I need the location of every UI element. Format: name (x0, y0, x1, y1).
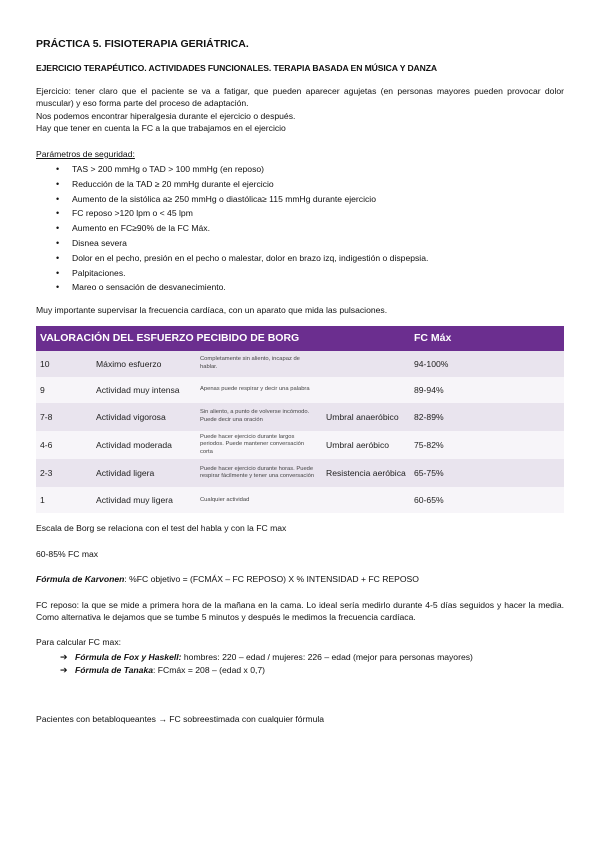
karvonen-text: : %FC objetivo = (FCMÁX – FC REPOSO) X % INTENSIDAD + FC REPOSO (124, 574, 419, 585)
borg-level: 9 (36, 377, 92, 403)
list-item: • Mareo o sensación de desvanecimiento. (56, 280, 564, 295)
table-row (36, 403, 564, 431)
borg-zone: Umbral anaeróbico (322, 403, 410, 431)
borg-zone: Resistencia aeróbica (322, 459, 410, 487)
document-title: PRÁCTICA 5. FISIOTERAPIA GERIÁTRICA. (36, 38, 249, 50)
list-item: • Aumento en FC≥90% de la FC Máx. (56, 221, 564, 236)
safety-heading: Parámetros de seguridad: (36, 148, 135, 159)
borg-activity: Actividad muy intensa (92, 377, 196, 403)
table-row (36, 351, 564, 377)
borg-fc: 82-89% (410, 403, 564, 431)
borg-description: Cualquier actividad (196, 487, 322, 513)
borg-level: 1 (36, 487, 92, 513)
borg-fc: 89-94% (410, 377, 564, 403)
borg-description: Completamente sin aliento, incapaz de hablar. (196, 351, 322, 377)
karvonen-label: Fórmula de Karvonen (36, 574, 125, 585)
arrow-right-icon: ➔ (60, 651, 68, 662)
borg-fc: 94-100% (410, 351, 564, 377)
fc-reposo-paragraph: FC reposo: la que se mide a primera hora de la mañana en la cama. Lo ideal sería medirlo durante 4-5 días seguidos y hacer la media. Como alternativa le dejamos que se tumbe 5 minutos y después le medimos la frecuencia cardíaca. (36, 599, 564, 623)
arrow-right-icon: ➔ (60, 664, 68, 675)
borg-zone (322, 377, 410, 403)
borg-activity: Máximo esfuerzo (92, 351, 196, 377)
borg-table-title: VALORACIÓN DEL ESFUERZO PECIBIDO DE BORG (36, 326, 410, 351)
intro-paragraph-3: Hay que tener en cuenta la FC a la que trabajamos en el ejercicio (36, 123, 286, 134)
borg-level: 2-3 (36, 459, 92, 487)
bullet-icon: • (56, 178, 60, 189)
list-item: • Reducción de la TAD ≥ 20 mmHg durante el ejercicio (56, 177, 564, 192)
borg-fc: 60-65% (410, 487, 564, 513)
borg-activity: Actividad muy ligera (92, 487, 196, 513)
formula-list (60, 651, 564, 677)
list-item: • Dolor en el pecho, presión en el pecho o malestar, dolor en brazo izq, indigestión o dispepsia. (56, 251, 564, 266)
borg-description: Sin aliento, a punto de volverse incómodo. Puede decir una oración (196, 403, 322, 431)
borg-description: Puede hacer ejercicio durante largos periodos. Puede mantener conversación corta (196, 431, 322, 460)
table-row (36, 431, 564, 460)
document-subtitle: EJERCICIO TERAPÉUTICO. ACTIVIDADES FUNCIONALES. TERAPIA BASADA EN MÚSICA Y DANZA (36, 63, 438, 73)
borg-level: 4-6 (36, 431, 92, 460)
borg-level: 7-8 (36, 403, 92, 431)
table-row (36, 377, 564, 403)
supervise-note: Muy importante supervisar la frecuencia cardíaca, con un aparato que mida las pulsaciones. (36, 305, 388, 316)
bullet-icon: • (56, 193, 60, 204)
list-item: • FC reposo >120 lpm o < 45 lpm (56, 206, 564, 221)
beta-blocker-note: Pacientes con betabloqueantes → FC sobreestimada con cualquier fórmula (36, 713, 325, 724)
calc-heading: Para calcular FC max: (36, 637, 122, 648)
borg-description: Apenas puede respirar y decir una palabra (196, 377, 322, 403)
borg-zone (322, 487, 410, 513)
bullet-icon: • (56, 238, 60, 249)
intro-paragraph-1: Ejercicio: tener claro que el paciente se va a fatigar, que pueden aparecer agujetas (en personas mayores pueden provocar dolor muscular) y eso forma parte del proceso de adaptación. (36, 86, 564, 109)
bullet-icon: • (56, 164, 60, 175)
borg-activity: Actividad vigorosa (92, 403, 196, 431)
karvonen-formula (36, 573, 564, 585)
bullet-icon: • (56, 282, 60, 293)
intro-paragraph-2: Nos podemos encontrar hiperalgesia durante el ejercicio o después. (36, 110, 296, 121)
bullet-icon: • (56, 223, 60, 234)
bullet-icon: • (56, 267, 60, 278)
list-item: ➔ Fórmula de Tanaka: FCmáx = 208 – (edad x 0,7) (60, 664, 266, 675)
fc-range: 60-85% FC max (36, 548, 99, 559)
table-row (36, 487, 564, 513)
borg-description: Puede hacer ejercicio durante horas. Puede respirar fácilmente y tener una conversación (196, 459, 322, 487)
borg-zone (322, 351, 410, 377)
list-item: • Palpitaciones. (56, 266, 564, 281)
list-item: ➔ Fórmula de Fox y Haskell: hombres: 220 – edad / mujeres: 226 – edad (mejor para personas mayores) (60, 651, 473, 662)
borg-table-fc-header: FC Máx (410, 326, 564, 351)
bullet-icon: • (56, 208, 60, 219)
borg-note: Escala de Borg se relaciona con el test del habla y con la FC max (36, 523, 287, 534)
borg-activity: Actividad moderada (92, 431, 196, 460)
table-row (36, 459, 564, 487)
safety-list (36, 162, 564, 295)
list-item: • TAS > 200 mmHg o TAD > 100 mmHg (en reposo) (56, 162, 564, 177)
borg-fc: 65-75% (410, 459, 564, 487)
borg-zone: Umbral aeróbico (322, 431, 410, 460)
list-item: • Disnea severa (56, 236, 564, 251)
borg-fc: 75-82% (410, 431, 564, 460)
borg-table (36, 326, 564, 514)
borg-level: 10 (36, 351, 92, 377)
list-item: • Aumento de la sistólica a≥ 250 mmHg o diastólica≥ 115 mmHg durante ejercicio (56, 192, 564, 207)
borg-activity: Actividad ligera (92, 459, 196, 487)
bullet-icon: • (56, 252, 60, 263)
